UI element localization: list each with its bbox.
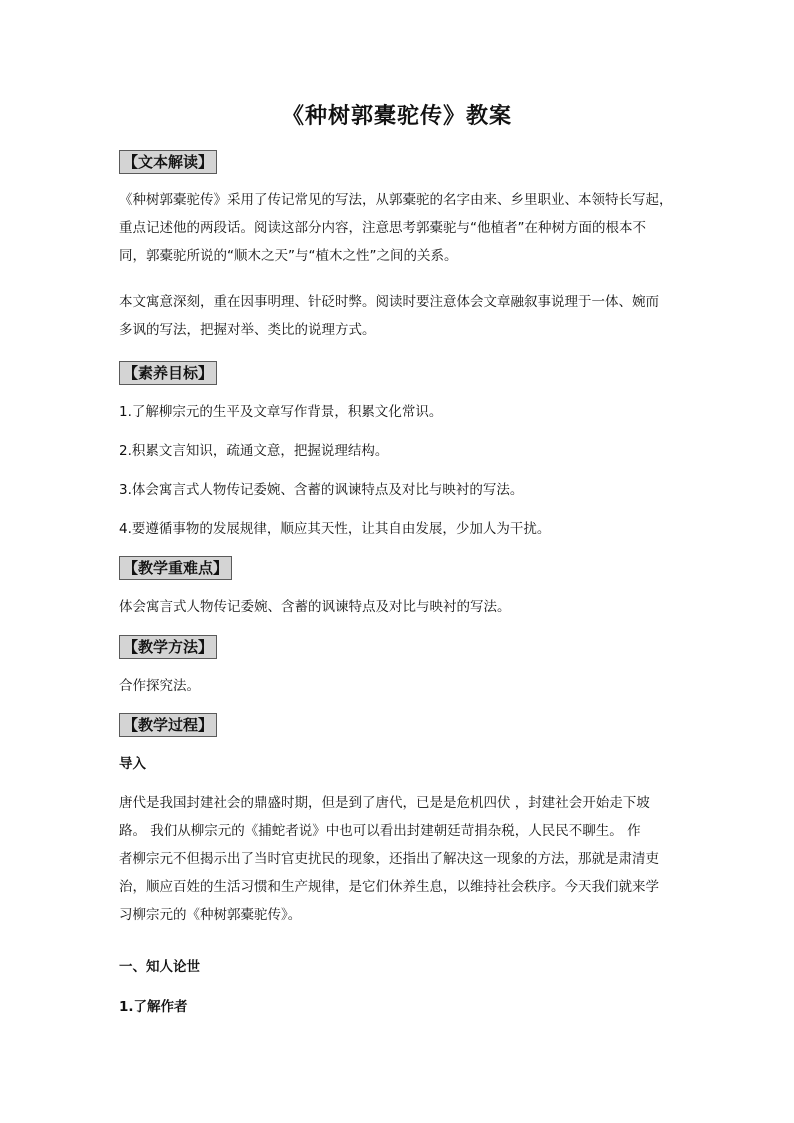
heading-key-points: 【教学重难点】 [119, 556, 232, 580]
text-reading-paragraph-1 [119, 186, 679, 270]
heading-text-reading: 【文本解读】 [119, 150, 217, 174]
heading-process: 【教学过程】 [119, 713, 217, 737]
paragraph-line: 路。 我们从柳宗元的《捕蛇者说》中也可以看出封建朝廷苛捐杂税，人民民不聊生。 作 [119, 823, 641, 839]
paragraph-line: 治，顺应百姓的生活习惯和生产规律，是它们休养生息，以维持社会秩序。今天我们就来学 [119, 879, 659, 895]
goal-item-2: 2.积累文言知识，疏通文意，把握说理结构。 [119, 443, 389, 459]
heading-goals: 【素养目标】 [119, 361, 217, 385]
paragraph-line: 者柳宗元不但揭示出了当时官吏扰民的现象，还指出了解决这一现象的方法，那就是肃清吏 [119, 851, 659, 867]
goal-item-1: 1.了解柳宗元的生平及文章写作背景，积累文化常识。 [119, 404, 443, 420]
intro-paragraph [119, 789, 679, 929]
subheading-know-author: 一、知人论世 [119, 959, 200, 975]
text-reading-paragraph-2 [119, 288, 679, 344]
paragraph-line: 《种树郭橐驼传》采用了传记常见的写法，从郭橐驼的名字由来、乡里职业、本领特长写起， [119, 192, 673, 208]
methods-text: 合作探究法。 [119, 678, 200, 694]
paragraph-line: 同，郭橐驼所说的“顺木之天”与“植木之性”之间的关系。 [119, 248, 458, 264]
paragraph-line: 多讽的写法，把握对举、类比的说理方式。 [119, 322, 376, 338]
document-title: 《种树郭橐驼传》教案 [281, 104, 512, 129]
paragraph-line: 本文寓意深刻，重在因事明理、针砭时弊。阅读时要注意体会文章融叙事说理于一体、婉而 [119, 294, 659, 310]
heading-methods: 【教学方法】 [119, 635, 217, 659]
paragraph-line: 唐代是我国封建社会的鼎盛时期，但是到了唐代，已是是危机四伏 ，封建社会开始走下坡 [119, 795, 650, 811]
subheading-understand-author: 1.了解作者 [119, 999, 188, 1015]
goal-item-4: 4.要遵循事物的发展规律，顺应其天性，让其自由发展，少加人为干扰。 [119, 521, 551, 537]
paragraph-line: 习柳宗元的《种树郭橐驼传》。 [119, 907, 302, 923]
goal-item-3: 3.体会寓言式人物传记委婉、含蓄的讽谏特点及对比与映衬的写法。 [119, 482, 524, 498]
intro-label: 导入 [119, 756, 146, 772]
paragraph-line: 重点记述他的两段话。阅读这部分内容，注意思考郭橐驼与“他植者”在种树方面的根本不 [119, 220, 646, 236]
key-points-text: 体会寓言式人物传记委婉、含蓄的讽谏特点及对比与映衬的写法。 [119, 599, 511, 615]
